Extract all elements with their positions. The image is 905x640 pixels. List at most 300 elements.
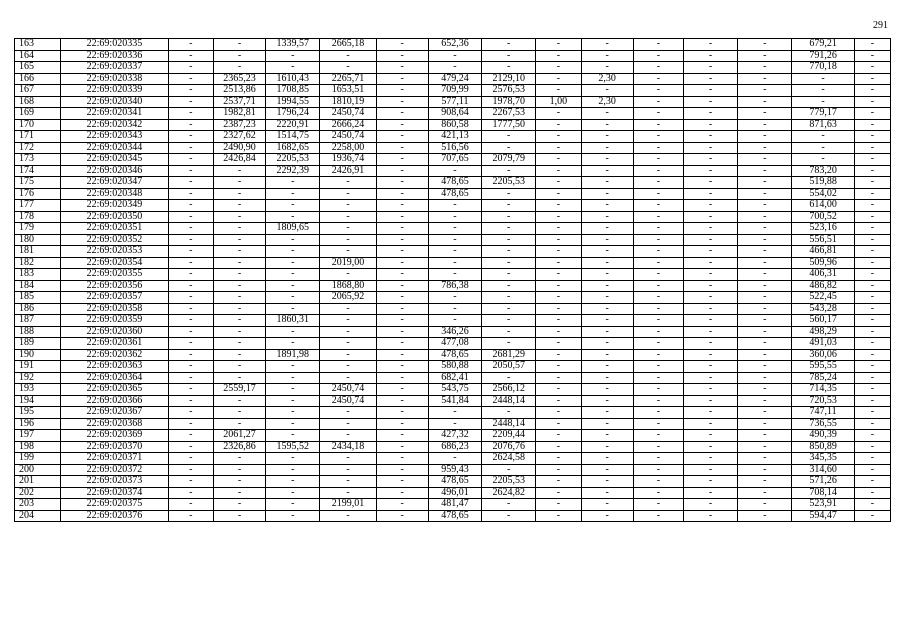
value-cell: 1653,51 xyxy=(320,85,376,97)
value-cell: - xyxy=(376,211,428,223)
value-cell: - xyxy=(482,188,536,200)
value-cell: - xyxy=(536,418,581,430)
value-cell: - xyxy=(376,476,428,488)
value-cell: - xyxy=(376,395,428,407)
value-cell: 543,28 xyxy=(792,303,854,315)
value-cell: - xyxy=(738,464,792,476)
value-cell: - xyxy=(738,73,792,85)
row-number-cell: 175 xyxy=(15,177,61,189)
value-cell: 747,11 xyxy=(792,407,854,419)
value-cell: - xyxy=(536,280,581,292)
value-cell: 2450,74 xyxy=(320,384,376,396)
value-cell: - xyxy=(376,315,428,327)
table-row xyxy=(15,349,891,361)
value-cell: 2513,86 xyxy=(213,85,265,97)
value-cell: - xyxy=(683,85,737,97)
value-cell: - xyxy=(581,499,633,511)
row-number-cell: 187 xyxy=(15,315,61,327)
value-cell: 1891,98 xyxy=(266,349,320,361)
value-cell: - xyxy=(376,510,428,522)
value-cell: - xyxy=(266,292,320,304)
value-cell: - xyxy=(738,499,792,511)
value-cell: - xyxy=(581,407,633,419)
value-cell: - xyxy=(581,349,633,361)
value-cell: - xyxy=(581,200,633,212)
value-cell: - xyxy=(683,119,737,131)
value-cell: - xyxy=(854,292,890,304)
value-cell: - xyxy=(633,315,683,327)
value-cell: 959,43 xyxy=(428,464,481,476)
value-cell: - xyxy=(581,234,633,246)
value-cell: - xyxy=(536,487,581,499)
value-cell: 2559,17 xyxy=(213,384,265,396)
cadastral-number-cell: 22:69:020354 xyxy=(61,257,168,269)
value-cell: 478,65 xyxy=(428,349,481,361)
value-cell: - xyxy=(633,96,683,108)
value-cell: - xyxy=(581,280,633,292)
value-cell: - xyxy=(320,453,376,465)
value-cell: - xyxy=(266,499,320,511)
page-number: 291 xyxy=(873,20,888,31)
value-cell: - xyxy=(633,361,683,373)
value-cell: - xyxy=(633,119,683,131)
value-cell: - xyxy=(320,407,376,419)
value-cell: 496,01 xyxy=(428,487,481,499)
value-cell: - xyxy=(213,177,265,189)
value-cell: - xyxy=(213,200,265,212)
value-cell: - xyxy=(320,200,376,212)
value-cell: - xyxy=(738,487,792,499)
value-cell: - xyxy=(633,499,683,511)
cadastral-number-cell: 22:69:020369 xyxy=(61,430,168,442)
value-cell: - xyxy=(683,349,737,361)
value-cell: 682,41 xyxy=(428,372,481,384)
value-cell: - xyxy=(168,384,213,396)
value-cell: - xyxy=(738,338,792,350)
value-cell: - xyxy=(581,476,633,488)
value-cell: 2019,00 xyxy=(320,257,376,269)
cadastral-number-cell: 22:69:020355 xyxy=(61,269,168,281)
value-cell: - xyxy=(536,292,581,304)
row-number-cell: 186 xyxy=(15,303,61,315)
value-cell: 2326,86 xyxy=(213,441,265,453)
value-cell: - xyxy=(376,372,428,384)
value-cell: - xyxy=(738,165,792,177)
value-cell: - xyxy=(683,234,737,246)
value-cell: - xyxy=(266,280,320,292)
row-number-cell: 202 xyxy=(15,487,61,499)
value-cell: 516,56 xyxy=(428,142,481,154)
value-cell: - xyxy=(213,361,265,373)
value-cell: 1994,55 xyxy=(266,96,320,108)
value-cell: - xyxy=(633,476,683,488)
value-cell: - xyxy=(213,280,265,292)
cadastral-number-cell: 22:69:020358 xyxy=(61,303,168,315)
row-number-cell: 177 xyxy=(15,200,61,212)
cadastral-number-cell: 22:69:020374 xyxy=(61,487,168,499)
value-cell: - xyxy=(168,142,213,154)
value-cell: - xyxy=(213,338,265,350)
value-cell: - xyxy=(633,418,683,430)
value-cell: - xyxy=(738,395,792,407)
value-cell: - xyxy=(536,119,581,131)
value-cell: 481,47 xyxy=(428,499,481,511)
value-cell: - xyxy=(683,131,737,143)
value-cell: - xyxy=(581,211,633,223)
value-cell: 2576,53 xyxy=(482,85,536,97)
value-cell: - xyxy=(738,418,792,430)
value-cell: - xyxy=(854,430,890,442)
value-cell: - xyxy=(266,269,320,281)
value-cell: 345,35 xyxy=(792,453,854,465)
value-cell: 1595,52 xyxy=(266,441,320,453)
value-cell: - xyxy=(536,73,581,85)
value-cell: 519,88 xyxy=(792,177,854,189)
value-cell: 708,14 xyxy=(792,487,854,499)
value-cell: - xyxy=(633,142,683,154)
value-cell: - xyxy=(376,499,428,511)
value-cell: - xyxy=(854,384,890,396)
value-cell: 2220,91 xyxy=(266,119,320,131)
value-cell: - xyxy=(581,292,633,304)
value-cell: - xyxy=(320,177,376,189)
row-number-cell: 203 xyxy=(15,499,61,511)
value-cell: - xyxy=(213,62,265,74)
value-cell: - xyxy=(738,280,792,292)
value-cell: 709,99 xyxy=(428,85,481,97)
value-cell: - xyxy=(683,430,737,442)
value-cell: 478,65 xyxy=(428,177,481,189)
value-cell: - xyxy=(376,62,428,74)
value-cell: - xyxy=(581,269,633,281)
value-cell: - xyxy=(536,246,581,258)
table-row xyxy=(15,85,891,97)
value-cell: - xyxy=(168,200,213,212)
value-cell: - xyxy=(168,85,213,97)
value-cell: - xyxy=(266,476,320,488)
value-cell: - xyxy=(536,165,581,177)
value-cell: - xyxy=(168,303,213,315)
value-cell: - xyxy=(738,50,792,62)
value-cell: 1810,19 xyxy=(320,96,376,108)
value-cell: - xyxy=(683,372,737,384)
value-cell: - xyxy=(633,62,683,74)
value-cell: - xyxy=(633,303,683,315)
value-cell: - xyxy=(376,292,428,304)
cadastral-number-cell: 22:69:020350 xyxy=(61,211,168,223)
value-cell: - xyxy=(168,50,213,62)
value-cell: - xyxy=(738,200,792,212)
row-number-cell: 195 xyxy=(15,407,61,419)
value-cell: - xyxy=(320,234,376,246)
value-cell: - xyxy=(536,476,581,488)
value-cell: - xyxy=(581,50,633,62)
value-cell: - xyxy=(683,269,737,281)
value-cell: - xyxy=(266,62,320,74)
value-cell: - xyxy=(738,62,792,74)
value-cell: - xyxy=(738,211,792,223)
value-cell: - xyxy=(633,131,683,143)
value-cell: - xyxy=(168,338,213,350)
row-number-cell: 198 xyxy=(15,441,61,453)
row-number-cell: 171 xyxy=(15,131,61,143)
value-cell: - xyxy=(683,246,737,258)
value-cell: - xyxy=(482,62,536,74)
value-cell: - xyxy=(168,510,213,522)
value-cell: 1777,50 xyxy=(482,119,536,131)
value-cell: 2267,53 xyxy=(482,108,536,120)
value-cell: - xyxy=(320,349,376,361)
value-cell: - xyxy=(213,407,265,419)
value-cell: - xyxy=(581,395,633,407)
value-cell: - xyxy=(738,246,792,258)
value-cell: - xyxy=(738,131,792,143)
value-cell: - xyxy=(683,453,737,465)
value-cell: - xyxy=(854,395,890,407)
value-cell: - xyxy=(738,326,792,338)
value-cell: - xyxy=(376,200,428,212)
value-cell: - xyxy=(376,269,428,281)
table-row xyxy=(15,303,891,315)
cadastral-number-cell: 22:69:020356 xyxy=(61,280,168,292)
value-cell: - xyxy=(428,407,481,419)
value-cell: - xyxy=(376,384,428,396)
value-cell: - xyxy=(633,487,683,499)
value-cell: - xyxy=(213,223,265,235)
value-cell: - xyxy=(683,142,737,154)
value-cell: - xyxy=(428,315,481,327)
value-cell: - xyxy=(168,476,213,488)
value-cell: - xyxy=(168,499,213,511)
table-row xyxy=(15,108,891,120)
row-number-cell: 178 xyxy=(15,211,61,223)
table-row xyxy=(15,246,891,258)
value-cell: - xyxy=(683,303,737,315)
value-cell: - xyxy=(168,131,213,143)
value-cell: - xyxy=(213,476,265,488)
value-cell: - xyxy=(633,165,683,177)
value-cell: - xyxy=(168,292,213,304)
value-cell: - xyxy=(854,200,890,212)
value-cell: - xyxy=(683,384,737,396)
value-cell: 2076,76 xyxy=(482,441,536,453)
table-row xyxy=(15,188,891,200)
value-cell: - xyxy=(482,372,536,384)
row-number-cell: 190 xyxy=(15,349,61,361)
value-cell: - xyxy=(854,326,890,338)
value-cell: - xyxy=(168,177,213,189)
value-cell: - xyxy=(633,384,683,396)
value-cell: - xyxy=(854,211,890,223)
value-cell: - xyxy=(738,476,792,488)
row-number-cell: 166 xyxy=(15,73,61,85)
table-body xyxy=(15,39,891,522)
value-cell: - xyxy=(581,223,633,235)
cadastral-number-cell: 22:69:020352 xyxy=(61,234,168,246)
value-cell: - xyxy=(320,269,376,281)
value-cell: - xyxy=(683,177,737,189)
table-row xyxy=(15,326,891,338)
value-cell: - xyxy=(213,50,265,62)
value-cell: 871,63 xyxy=(792,119,854,131)
value-cell: 2199,01 xyxy=(320,499,376,511)
table-row xyxy=(15,292,891,304)
value-cell: - xyxy=(482,211,536,223)
value-cell: - xyxy=(376,223,428,235)
cadastral-number-cell: 22:69:020347 xyxy=(61,177,168,189)
value-cell: - xyxy=(168,418,213,430)
value-cell: - xyxy=(854,418,890,430)
value-cell: - xyxy=(482,257,536,269)
value-cell: - xyxy=(266,453,320,465)
value-cell: 2566,12 xyxy=(482,384,536,396)
value-cell: 1682,65 xyxy=(266,142,320,154)
value-cell: 2205,53 xyxy=(482,177,536,189)
value-cell: - xyxy=(168,326,213,338)
value-cell: - xyxy=(376,349,428,361)
table-row xyxy=(15,280,891,292)
value-cell: - xyxy=(633,50,683,62)
value-cell: 860,58 xyxy=(428,119,481,131)
value-cell: - xyxy=(854,234,890,246)
value-cell: - xyxy=(792,85,854,97)
value-cell: 850,89 xyxy=(792,441,854,453)
value-cell: 554,02 xyxy=(792,188,854,200)
value-cell: - xyxy=(536,361,581,373)
row-number-cell: 185 xyxy=(15,292,61,304)
value-cell: - xyxy=(320,211,376,223)
value-cell: - xyxy=(213,211,265,223)
value-cell: - xyxy=(536,131,581,143)
value-cell: 2490,90 xyxy=(213,142,265,154)
table-row xyxy=(15,177,891,189)
value-cell: 779,17 xyxy=(792,108,854,120)
value-cell: - xyxy=(168,234,213,246)
value-cell: - xyxy=(536,338,581,350)
table-row xyxy=(15,119,891,131)
value-cell: 2434,18 xyxy=(320,441,376,453)
value-cell: - xyxy=(320,326,376,338)
value-cell: - xyxy=(854,62,890,74)
value-cell: - xyxy=(738,269,792,281)
value-cell: - xyxy=(168,73,213,85)
table-row xyxy=(15,487,891,499)
value-cell: - xyxy=(168,315,213,327)
data-table xyxy=(14,38,891,522)
value-cell: - xyxy=(376,280,428,292)
value-cell: 477,08 xyxy=(428,338,481,350)
value-cell: - xyxy=(683,73,737,85)
value-cell: - xyxy=(683,62,737,74)
value-cell: - xyxy=(738,177,792,189)
value-cell: - xyxy=(792,154,854,166)
table-row xyxy=(15,73,891,85)
value-cell: - xyxy=(683,315,737,327)
value-cell: - xyxy=(683,211,737,223)
value-cell: - xyxy=(266,510,320,522)
value-cell: - xyxy=(376,96,428,108)
row-number-cell: 173 xyxy=(15,154,61,166)
value-cell: - xyxy=(376,119,428,131)
value-cell: - xyxy=(428,418,481,430)
value-cell: 1982,81 xyxy=(213,108,265,120)
value-cell: - xyxy=(683,96,737,108)
value-cell: 1796,24 xyxy=(266,108,320,120)
cadastral-number-cell: 22:69:020341 xyxy=(61,108,168,120)
value-cell: - xyxy=(854,303,890,315)
table-row xyxy=(15,407,891,419)
cadastral-number-cell: 22:69:020363 xyxy=(61,361,168,373)
value-cell: - xyxy=(581,464,633,476)
table-row xyxy=(15,39,891,51)
value-cell: 1339,57 xyxy=(266,39,320,51)
value-cell: - xyxy=(320,510,376,522)
value-cell: - xyxy=(738,39,792,51)
value-cell: 486,82 xyxy=(792,280,854,292)
row-number-cell: 164 xyxy=(15,50,61,62)
value-cell: - xyxy=(854,453,890,465)
value-cell: - xyxy=(581,85,633,97)
row-number-cell: 197 xyxy=(15,430,61,442)
value-cell: - xyxy=(168,246,213,258)
value-cell: 346,26 xyxy=(428,326,481,338)
value-cell: - xyxy=(683,50,737,62)
value-cell: - xyxy=(854,510,890,522)
value-cell: - xyxy=(428,223,481,235)
value-cell: - xyxy=(581,487,633,499)
value-cell: - xyxy=(168,372,213,384)
value-cell: - xyxy=(376,407,428,419)
table-row xyxy=(15,430,891,442)
table-row xyxy=(15,499,891,511)
value-cell: - xyxy=(581,418,633,430)
value-cell: - xyxy=(633,269,683,281)
row-number-cell: 196 xyxy=(15,418,61,430)
value-cell: - xyxy=(376,50,428,62)
value-cell: - xyxy=(213,39,265,51)
value-cell: - xyxy=(428,269,481,281)
value-cell: - xyxy=(213,292,265,304)
value-cell: - xyxy=(633,73,683,85)
table-row xyxy=(15,361,891,373)
value-cell: 523,16 xyxy=(792,223,854,235)
value-cell: - xyxy=(168,165,213,177)
value-cell: - xyxy=(482,223,536,235)
value-cell: - xyxy=(428,50,481,62)
value-cell: 2365,23 xyxy=(213,73,265,85)
value-cell: - xyxy=(738,430,792,442)
value-cell: 2450,74 xyxy=(320,131,376,143)
value-cell: - xyxy=(482,234,536,246)
table-row xyxy=(15,165,891,177)
value-cell: 679,21 xyxy=(792,39,854,51)
value-cell: 571,26 xyxy=(792,476,854,488)
table-row xyxy=(15,510,891,522)
row-number-cell: 174 xyxy=(15,165,61,177)
cadastral-number-cell: 22:69:020376 xyxy=(61,510,168,522)
value-cell: - xyxy=(536,257,581,269)
value-cell: - xyxy=(482,464,536,476)
value-cell: - xyxy=(320,188,376,200)
value-cell: - xyxy=(854,177,890,189)
value-cell: 2129,10 xyxy=(482,73,536,85)
value-cell: - xyxy=(213,315,265,327)
value-cell: - xyxy=(482,246,536,258)
value-cell: - xyxy=(738,453,792,465)
row-number-cell: 179 xyxy=(15,223,61,235)
value-cell: 2061,27 xyxy=(213,430,265,442)
table-row xyxy=(15,154,891,166)
